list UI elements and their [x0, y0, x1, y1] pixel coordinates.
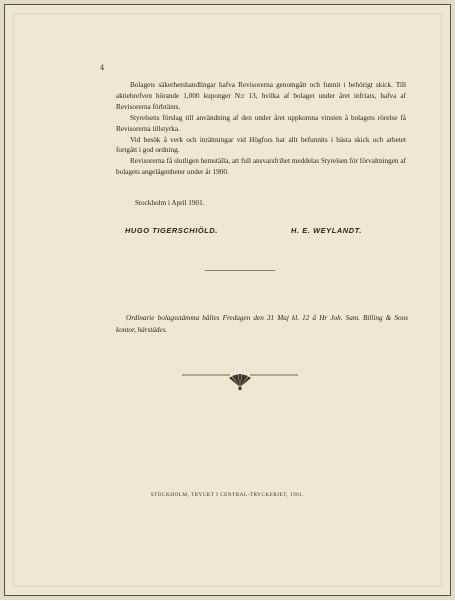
place-and-date: Stockholm i April 1901. — [135, 199, 205, 207]
report-paragraph: Revisorerna få slutligen hemställa, att full ansvarsfrihet meddelas Styrelsen för förvaltningen af bolagets angelägenheter under år 1900. — [116, 157, 406, 177]
page-number: 4 — [100, 64, 105, 72]
report-paragraph: Vid besök å verk och inrättningar vid Högfors har allt befunnits i bästa skick och arbetet fortgått i god ordning. — [116, 135, 406, 155]
document-page — [4, 4, 451, 596]
auditors-report — [116, 80, 406, 178]
report-paragraph: Styrelsens förslag till användning af den under året uppkomna vinsten å bolagets rörelse få Revisorerna tillstyrka. — [116, 113, 406, 133]
printer-imprint: STOCKHOLM, TRYCKT I CENTRAL-TRYCKERIET, 1901. — [150, 492, 305, 498]
signature-left: HUGO TIGERSCHIÖLD. — [125, 226, 218, 235]
report-paragraph: Bolagets säkerhetshandlingar hafva Revisorerna genomgått och funnit i behörigt skick. Till aktiebrefven hörande 1,000 kuponger N:r 13, hvilka af bolaget under året infriats, hafva af Revisorerna förbränts. — [116, 81, 406, 111]
signature-right: H. E. WEYLANDT. — [291, 226, 362, 235]
meeting-notice: Ordinarie bolagsstämma hålles Fredagen den 31 Maj kl. 12 å Hr Joh. Sam. Billing & Sons kontor, härstädes. — [116, 314, 408, 334]
fan-ornament-icon — [180, 369, 300, 393]
divider-rule — [205, 270, 275, 271]
